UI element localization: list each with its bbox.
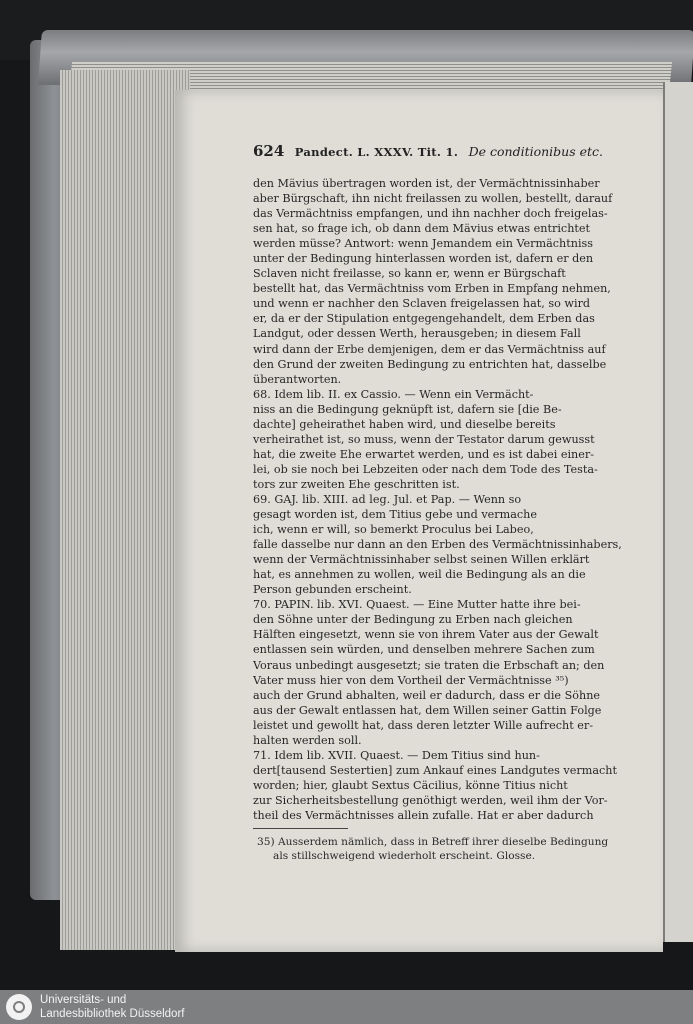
library-name-line2: Landesbibliothek Düsseldorf [40, 1008, 185, 1020]
text-line: den Söhne unter der Bedingung zu Erben nach gleichen [253, 613, 573, 627]
text-line: worden; hier, glaubt Sextus Cäcilius, könne Titius nicht [253, 778, 568, 792]
text-line: bestellt hat, das Vermächtniss vom Erben in Empfang nehmen, [253, 282, 611, 296]
text-line: überantworten. [253, 372, 342, 386]
text-line: entlassen sein würden, und denselben mehrere Sachen zum [253, 643, 595, 657]
text-line: theil des Vermächtnisses allein zufalle. Hat er aber dadurch [253, 808, 594, 822]
book-page [175, 90, 663, 952]
text-line: aber Bürgschaft, ihn nicht freilassen zu wollen, bestellt, darauf [253, 192, 613, 206]
text-line: Person gebunden erscheint. [253, 583, 412, 597]
text-line: lei, ob sie noch bei Lebzeiten oder nach dem Tode des Testa- [253, 462, 598, 476]
section-title: De conditionibus etc. [468, 144, 603, 159]
text-line: den Grund der zweiten Bedingung zu entrichten hat, dasselbe [253, 357, 607, 371]
text-line: aus der Gewalt entlassen hat, dem Willen seiner Gattin Folge [253, 703, 602, 717]
text-line: 68. Idem lib. II. ex Cassio. — Wenn ein Vermächt- [253, 387, 534, 401]
text-line: ich, wenn er will, so bemerkt Proculus bei Labeo, [253, 523, 534, 537]
library-name-line1: Universitäts- und [40, 994, 127, 1006]
text-line: dert[tausend Sestertien] zum Ankauf eines Landgutes vermacht [253, 763, 617, 777]
text-line: Voraus unbedingt ausgesetzt; sie traten die Erbschaft an; den [253, 658, 605, 672]
running-title: Pandect. L. XXXV. Tit. 1. [294, 145, 459, 159]
library-logo-icon [6, 994, 32, 1020]
text-line: hat, die zweite Ehe erwartet werden, und es ist dabei einer- [253, 447, 594, 461]
text-line: werden müsse? Antwort: wenn Jemandem ein Vermächtniss [253, 237, 594, 251]
text-line: gesagt worden ist, dem Titius gebe und vermache [253, 508, 538, 522]
text-line: 70. PAPIN. lib. XVI. Quaest. — Eine Mutter hatte ihre bei- [253, 598, 581, 612]
text-line: halten werden soll. [253, 733, 362, 747]
footnote-line: als stillschweigend wiederholt erscheint. Glosse. [273, 850, 536, 862]
page-edges-side [60, 70, 190, 950]
text-line: 71. Idem lib. XVII. Quaest. — Dem Titius sind hun- [253, 748, 540, 762]
footnote-divider [253, 828, 348, 829]
text-line: dachte] geheirathet haben wird, und dieselbe bereits [253, 417, 556, 431]
library-footer-bar [0, 990, 693, 1024]
text-line: verheirathet ist, so muss, wenn der Testator darum gewusst [253, 432, 595, 446]
text-line: zur Sicherheitsbestellung genöthigt werden, weil ihm der Vor- [253, 793, 608, 807]
text-line: wird dann der Erbe demjenigen, dem er das Vermächtniss auf [253, 342, 606, 356]
text-line: Landgut, oder dessen Werth, herausgeben; in diesem Fall [253, 327, 581, 341]
text-line: auch der Grund abhalten, weil er dadurch, dass er die Söhne [253, 688, 601, 702]
facing-page-edge [663, 82, 693, 942]
text-line: das Vermächtniss empfangen, und ihn nachher doch freigelas- [253, 207, 608, 221]
text-line: er, da er der Stipulation entgegengehandelt, dem Erben das [253, 312, 595, 326]
page-header [253, 142, 645, 162]
text-line: Sclaven nicht freilasse, so kann er, wenn er Bürgschaft [253, 267, 566, 281]
text-line: den Mävius übertragen worden ist, der Vermächtnissinhaber [253, 177, 600, 190]
text-line: falle dasselbe nur dann an den Erben des Vermächtnissinhabers, [253, 538, 622, 552]
text-line: niss an die Bedingung geknüpft ist, dafern sie [die Be- [253, 402, 562, 416]
text-line: hat, es annehmen zu wollen, weil die Bedingung als an die [253, 568, 586, 582]
text-line: und wenn er nachher den Sclaven freigelassen hat, so wird [253, 297, 591, 311]
text-line: Hälften eingesetzt, wenn sie von ihrem Vater aus der Gewalt [253, 628, 599, 642]
footnote-line: 35) Ausserdem nämlich, dass in Betreff ihrer dieselbe Bedingung [257, 836, 609, 848]
page-body [253, 176, 645, 823]
text-line: Vater muss hier von dem Vortheil der Vermächtnisse ³⁵) [253, 673, 569, 687]
page-number: 624 [253, 142, 285, 160]
text-line: leistet und gewollt hat, dass deren letzter Wille aufrecht er- [253, 718, 594, 732]
text-line: tors zur zweiten Ehe geschritten ist. [253, 477, 460, 491]
library-name[interactable] [40, 993, 184, 1021]
text-line: wenn der Vermächtnissinhaber selbst seinen Willen erklärt [253, 553, 590, 567]
text-line: unter der Bedingung hinterlassen worden ist, dafern er den [253, 252, 594, 266]
footnote [257, 835, 649, 863]
text-line: 69. GAJ. lib. XIII. ad leg. Jul. et Pap. — Wenn so [253, 492, 522, 506]
text-line: sen hat, so frage ich, ob dann dem Mävius etwas entrichtet [253, 222, 591, 236]
